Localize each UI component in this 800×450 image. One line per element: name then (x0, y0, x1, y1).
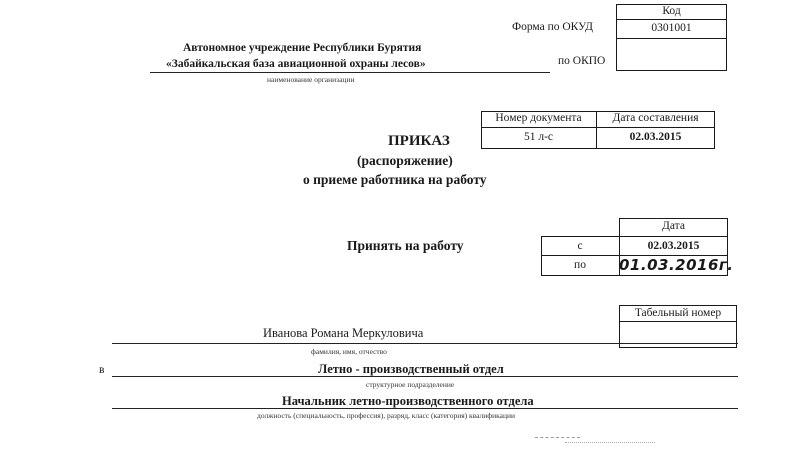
hire-label: Принять на работу (347, 238, 464, 253)
scan-artifact-line-2 (565, 442, 655, 443)
employee-department: Летно - производственный отдел (318, 362, 504, 376)
employee-position: Начальник летно-производственного отдела (282, 394, 534, 408)
position-underline (112, 408, 738, 409)
hire-from-date: 02.03.2015 (647, 240, 700, 252)
document-number-header: Номер документа (495, 112, 582, 124)
order-subtitle: (распоряжение) (357, 153, 453, 168)
codes-table-divider-1 (616, 19, 727, 20)
codes-header: Код (662, 5, 681, 17)
employee-name-underline (112, 343, 738, 344)
okud-label: Форма по ОКУД (512, 21, 593, 33)
department-prefix: в (99, 364, 105, 376)
position-caption: должность (специальность, профессия), разряд, класс (категория) квалификации (257, 411, 516, 420)
scan-artifact-line (535, 437, 580, 438)
employee-name: Иванова Романа Меркуловича (263, 326, 424, 340)
codes-table-divider-2 (616, 38, 727, 39)
hire-from-label: с (577, 240, 583, 252)
hire-to-label: по (574, 259, 586, 271)
employee-name-caption: фамилия, имя, отчество (311, 347, 387, 356)
tab-number-divider (619, 321, 737, 322)
department-underline (112, 376, 738, 377)
document-table-divider (481, 127, 715, 128)
organization-line-2: «Забайкальская база авиационной охраны лесов» (166, 58, 426, 70)
document-date-value: 02.03.2015 (629, 131, 682, 143)
okud-code-value: 0301001 (651, 22, 692, 34)
okpo-label: по ОКПО (558, 55, 606, 67)
organization-underline (150, 72, 550, 73)
department-caption: структурное подразделение (366, 380, 455, 389)
organization-line-1: Автономное учреждение Республики Бурятия (183, 42, 422, 54)
order-description: о приеме работника на работу (303, 172, 487, 187)
hire-date-header: Дата (662, 220, 685, 232)
document-date-header: Дата составления (612, 112, 699, 124)
hire-to-date-handwritten: 01.03.2016г. (619, 256, 734, 274)
order-title: ПРИКАЗ (388, 133, 450, 149)
document-number-value: 51 л-с (523, 131, 554, 143)
organization-caption: наименование организации (267, 75, 355, 84)
tab-number-header: Табельный номер (634, 307, 722, 319)
